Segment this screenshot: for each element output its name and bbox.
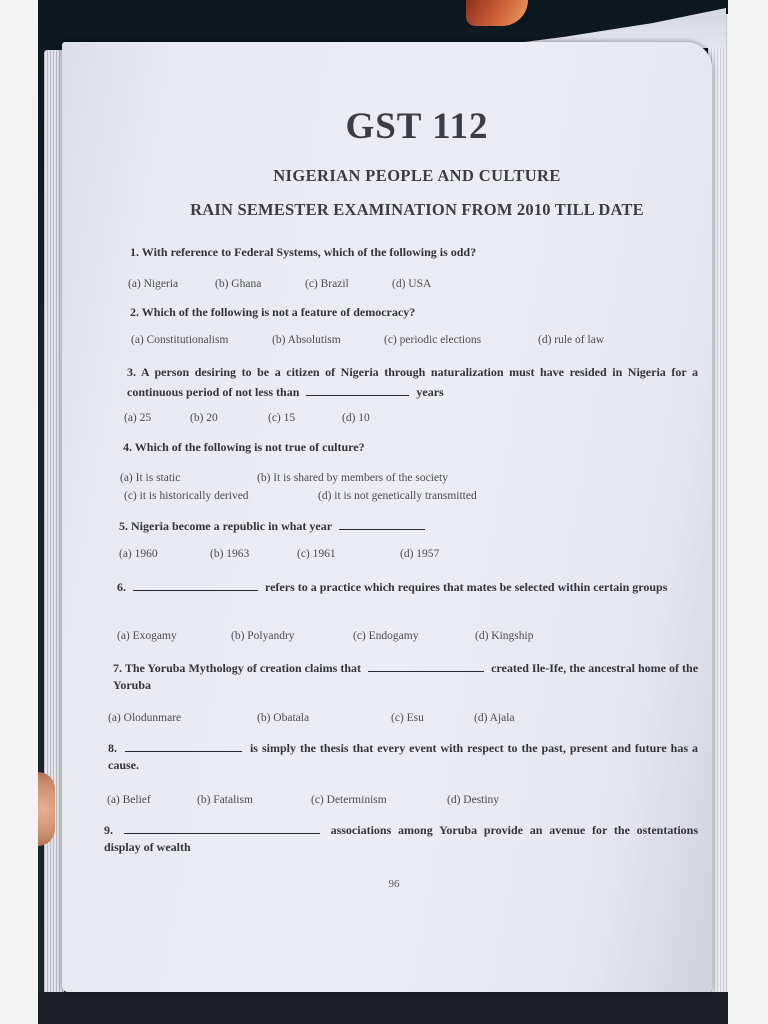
page-number: 96: [388, 878, 400, 890]
page-stack-left: [44, 50, 64, 1002]
option-d: (d) Ajala: [474, 712, 515, 724]
question-number: 3.: [127, 365, 136, 379]
option-b: (b) It is shared by members of the society: [257, 472, 448, 484]
question-text: Which of the following is not a feature of democracy?: [141, 305, 416, 319]
option-d: (d) it is not genetically transmitted: [318, 490, 477, 502]
option-b: (b) 1963: [210, 548, 250, 560]
question-number: 7.: [113, 661, 122, 675]
answer-blank: [306, 385, 409, 396]
option-c: (c) Esu: [391, 712, 424, 724]
question-number: 9.: [104, 823, 113, 837]
option-a: (a) 25: [124, 412, 152, 424]
option-b: (b) Polyandry: [231, 630, 295, 642]
option-a: (a) Constitutionalism: [131, 334, 229, 346]
course-name-heading: NIGERIAN PEOPLE AND CULTURE: [273, 166, 561, 185]
question-8-options: [107, 792, 499, 808]
question-3-options: [124, 410, 370, 426]
photo-background: [38, 0, 728, 1024]
question-text: Nigeria become a republic in what year: [131, 519, 332, 533]
question-4: [123, 439, 698, 456]
option-a: (a) Exogamy: [117, 630, 177, 642]
option-a: (a) It is static: [120, 472, 181, 484]
option-d: (d) 10: [342, 412, 370, 424]
question-7: [113, 660, 698, 694]
option-c: (c) Endogamy: [353, 630, 419, 642]
question-number: 1.: [130, 245, 139, 259]
question-number: 5.: [119, 519, 128, 533]
answer-blank: [339, 519, 425, 530]
question-1-options: [128, 276, 431, 292]
question-text-after-blank: years: [416, 385, 444, 399]
question-number: 4.: [123, 440, 132, 454]
option-d: (d) Kingship: [475, 630, 534, 642]
question-9: [104, 822, 698, 856]
question-8: [108, 740, 698, 774]
option-d: (d) USA: [392, 278, 432, 290]
answer-blank: [368, 661, 484, 672]
question-text-after-blank: created Ile-Ife, the ancestral home of the Yoruba: [113, 661, 699, 692]
question-text-after-blank: is simply the thesis that every event with respect to the past, present and future has a cause.: [108, 741, 698, 772]
option-a: (a) Belief: [107, 794, 151, 806]
question-5: [119, 518, 698, 535]
answer-blank: [124, 823, 320, 834]
question-text: Which of the following is not true of culture?: [134, 440, 365, 454]
option-c: (c) periodic elections: [384, 334, 482, 346]
question-number: 8.: [108, 741, 117, 755]
question-text-after-blank: associations among Yoruba provide an avenue for the ostentations display of wealth: [104, 823, 699, 854]
question-5-options: [119, 546, 439, 562]
question-text: The Yoruba Mythology of creation claims that: [124, 661, 362, 675]
question-7-options: [108, 710, 515, 726]
option-a: (a) Olodunmare: [108, 712, 182, 724]
option-b: (b) Absolutism: [272, 334, 341, 346]
option-b: (b) Obatala: [257, 712, 310, 724]
option-b: (b) 20: [190, 412, 218, 424]
question-number: 6.: [117, 580, 126, 594]
exam-heading: RAIN SEMESTER EXAMINATION FROM 2010 TILL DATE: [190, 200, 644, 219]
book-bottom-edge: [38, 992, 728, 1024]
finger: [38, 772, 55, 846]
question-text: With reference to Federal Systems, which of the following is odd?: [141, 245, 477, 259]
option-b: (b) Fatalism: [197, 794, 253, 806]
answer-blank: [133, 580, 258, 591]
question-4-options-row-1: [120, 470, 448, 486]
question-6-options: [117, 628, 533, 644]
course-code-title: GST 112: [345, 106, 489, 147]
question-3: [127, 362, 698, 402]
question-6: [117, 579, 698, 596]
option-d: (d) 1957: [400, 548, 440, 560]
option-c: (c) it is historically derived: [124, 490, 249, 502]
option-c: (c) 15: [268, 412, 296, 424]
question-2: [130, 304, 698, 321]
question-number: 2.: [130, 305, 139, 319]
option-a: (a) 1960: [119, 548, 158, 560]
option-a: (a) Nigeria: [128, 278, 179, 290]
question-2-options: [131, 332, 604, 348]
option-d: (d) Destiny: [447, 794, 500, 806]
option-b: (b) Ghana: [215, 278, 262, 290]
option-c: (c) 1961: [297, 548, 336, 560]
question-1: [130, 244, 698, 261]
background-object: [466, 0, 528, 26]
answer-blank: [125, 741, 242, 752]
option-d: (d) rule of law: [538, 334, 605, 346]
book-page: [62, 42, 712, 992]
option-c: (c) Brazil: [305, 278, 349, 290]
option-c: (c) Determinism: [311, 794, 387, 806]
question-text: A person desiring to be a citizen of Nigeria through naturalization must have resided in Nigeria for a continuous period of not less than: [127, 365, 699, 399]
question-4-options-row-2: [124, 488, 477, 504]
question-text-after-blank: refers to a practice which requires that mates be selected within certain groups: [265, 580, 668, 594]
